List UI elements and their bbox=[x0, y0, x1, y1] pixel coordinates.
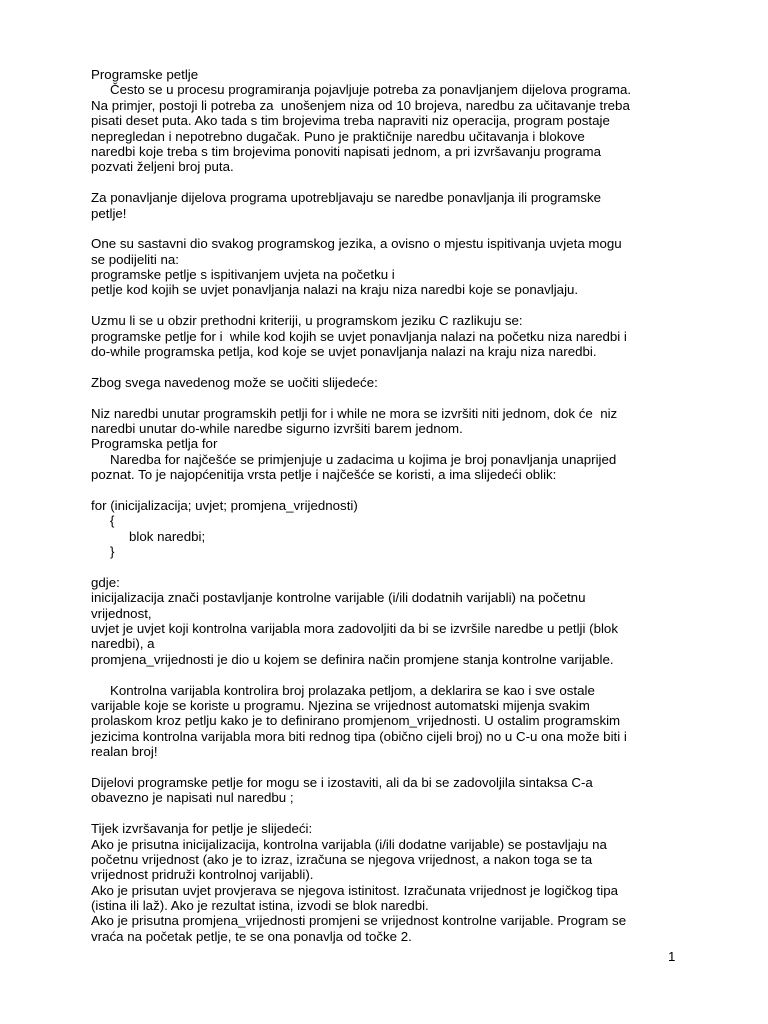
paragraph-gap bbox=[91, 760, 691, 775]
text-line: prolaskom kroz petlju kako je to definirano promjenom_vrijednosti. U ostalim programskim bbox=[91, 713, 621, 729]
page-number: 1 bbox=[668, 949, 676, 964]
text-line: inicijalizacija znači postavljanje kontrolne varijable (i/ili dodatnih varijabli) na početnu bbox=[91, 590, 586, 606]
text-line: naredbi koje treba s tim brojevima ponoviti napisati jednom, a pri izvršavanju programa bbox=[91, 143, 601, 159]
paragraph-gap bbox=[91, 298, 691, 313]
text-line: Niz naredbi unutar programskih petlji for i while ne mora se izvršiti niti jednom, dok će niz bbox=[91, 405, 618, 421]
text-line: pisati deset puta. Ako tada s tim brojevima treba napraviti niz operacija, program postaje bbox=[91, 113, 610, 129]
paragraph-gap bbox=[91, 806, 691, 821]
text-line: nepregledan i nepotrebno dugačak. Puno je praktičnije naredbu učitavanja i blokove bbox=[91, 128, 585, 144]
text-line: Zbog svega navedenog može se uočiti slijedeće: bbox=[91, 374, 378, 390]
paragraph-gap bbox=[91, 175, 691, 190]
text-line: petlje kod kojih se uvjet ponavljanja nalazi na kraju niza naredbi koje se ponavljaju. bbox=[91, 282, 579, 298]
text-line: do-while programska petlja, kod koje se uvjet ponavljanja nalazi na kraju niza naredbi. bbox=[91, 344, 597, 360]
text-line: gdje: bbox=[91, 574, 120, 590]
text-line: obavezno je napisati nul naredbu ; bbox=[91, 790, 294, 806]
document-body bbox=[91, 67, 691, 944]
text-line: se podijeliti na: bbox=[91, 251, 179, 267]
text-line: programske petlje s ispitivanjem uvjeta na početku i bbox=[91, 267, 395, 283]
text-line: naredbi), a bbox=[91, 636, 155, 652]
text-line: Kontrolna varijabla kontrolira broj prolazaka petljom, a deklarira se kao i sve ostale bbox=[110, 682, 595, 698]
text-line: { bbox=[110, 513, 115, 529]
text-line: vrijednost pridruži kontrolnoj varijabli). bbox=[91, 867, 314, 883]
text-line: programske petlje for i while kod kojih se uvjet ponavljanja nalazi na početku niza naredbi i bbox=[91, 328, 627, 344]
text-line: realan broj! bbox=[91, 744, 158, 760]
text-line: Često se u procesu programiranja pojavljuje potreba za ponavljanjem dijelova programa. bbox=[110, 82, 632, 98]
text-line: Naredba for najčešće se primjenjuje u zadacima u kojima je broj ponavljanja unaprijed bbox=[110, 451, 617, 467]
text-line: jezicima kontrolna varijabla mora biti rednog tipa (obično cijeli broj) no u C-u ona može biti i bbox=[91, 728, 627, 744]
paragraph-gap bbox=[91, 667, 691, 682]
text-line: vraća na početak petlje, te se ona ponavlja od točke 2. bbox=[91, 928, 412, 944]
text-line: varijable koje se koriste u programu. Njezina se vrijednost automatski mijenja svakim bbox=[91, 698, 590, 714]
text-line: početnu vrijednost (ako je to izraz, izračuna se njegova vrijednost, a nakon toga se ta bbox=[91, 851, 593, 867]
text-line: pozvati željeni broj puta. bbox=[91, 159, 234, 175]
text-line: Za ponavljanje dijelova programa upotrebljavaju se naredbe ponavljanja ili programske bbox=[91, 190, 602, 206]
text-line: One su sastavni dio svakog programskog jezika, a ovisno o mjestu ispitivanja uvjeta mogu bbox=[91, 236, 622, 252]
text-line: uvjet je uvjet koji kontrolna varijabla mora zadovoljiti da bi se izvršile naredbe u petlji (blok bbox=[91, 621, 618, 637]
paragraph-gap bbox=[91, 483, 691, 498]
text-line: Na primjer, postoji li potreba za unošenjem niza od 10 brojeva, naredbu za učitavanje treba bbox=[91, 97, 630, 113]
text-line: Programske petlje bbox=[91, 67, 199, 82]
text-line: Tijek izvršavanja for petlje je slijedeći: bbox=[91, 821, 313, 837]
text-line: Ako je prisutna inicijalizacija, kontrolna varijabla (i/ili dodatne varijable) se postavljaju na bbox=[91, 836, 607, 852]
text-line: Dijelovi programske petlje for mogu se i izostaviti, ali da bi se zadovoljila sintaksa C-a bbox=[91, 774, 593, 790]
paragraph-gap bbox=[91, 390, 691, 405]
text-line: vrijednost, bbox=[91, 605, 152, 621]
text-line: Ako je prisutna promjena_vrijednosti promjeni se vrijednost kontrolne varijable. Program se bbox=[91, 913, 627, 929]
text-line: Uzmu li se u obzir prethodni kriteriji, u programskom jeziku C razlikuju se: bbox=[91, 313, 523, 329]
text-line: poznat. To je najopćenitija vrsta petlje i najčešće se koristi, a ima slijedeći oblik: bbox=[91, 467, 557, 483]
text-line: (istina ili laž). Ako je rezultat istina, izvodi se blok naredbi. bbox=[91, 898, 429, 914]
text-line: for (inicijalizacija; uvjet; promjena_vrijednosti) bbox=[91, 497, 358, 513]
text-line: } bbox=[110, 544, 115, 560]
paragraph-gap bbox=[91, 359, 691, 374]
text-line: Programska petlja for bbox=[91, 436, 218, 452]
text-line: Ako je prisutan uvjet provjerava se njegova istinitost. Izračunata vrijednost je logičkog tipa bbox=[91, 882, 618, 898]
paragraph-gap bbox=[91, 560, 691, 575]
text-line: petlje! bbox=[91, 205, 127, 221]
paragraph-gap bbox=[91, 221, 691, 236]
text-line: blok naredbi; bbox=[129, 528, 206, 544]
text-line: promjena_vrijednosti je dio u kojem se definira način promjene stanja kontrolne varijable. bbox=[91, 651, 614, 667]
text-line: naredbi unutar do-while naredbe sigurno izvršiti barem jednom. bbox=[91, 420, 463, 436]
